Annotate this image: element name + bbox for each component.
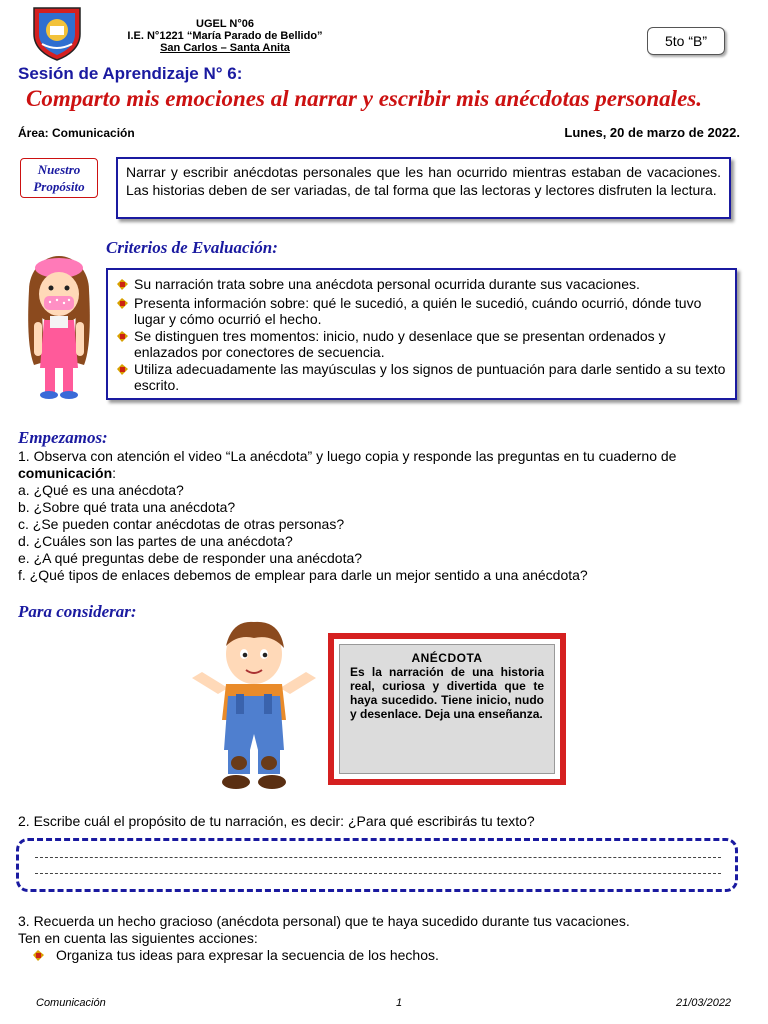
criteria-item: Se distinguen tres momentos: inicio, nudo y desenlace que se presentan ordenados y enlazados por conectores de secuencia.	[116, 328, 727, 361]
criteria-box	[106, 268, 737, 400]
bullet-icon	[116, 330, 132, 347]
purpose-tag-line2: Propósito	[33, 179, 85, 194]
area-label: Área: Comunicación	[18, 126, 135, 140]
criteria-item: Utiliza adecuadamente las mayúsculas y los signos de puntuación para darle sentido a su texto escrito.	[116, 361, 727, 394]
question-3-bullet: Organiza tus ideas para expresar la secuencia de los hechos.	[32, 947, 753, 966]
question-item: a. ¿Qué es una anécdota?	[18, 482, 184, 498]
question-2: 2. Escribe cuál el propósito de tu narración, es decir: ¿Para qué escribirás tu texto?	[18, 813, 535, 829]
girl-illustration	[20, 250, 98, 402]
start-instructions	[18, 448, 753, 584]
school-crest-logo	[28, 4, 86, 62]
consider-title: Para considerar:	[18, 602, 137, 621]
footer-subject: Comunicación	[36, 997, 106, 1009]
question-item: d. ¿Cuáles son las partes de una anécdota?	[18, 533, 293, 549]
session-date: Lunes, 20 de marzo de 2022.	[564, 125, 740, 140]
purpose-answer-box[interactable]	[16, 838, 738, 892]
session-title: Comparto mis emociones al narrar y escribir mis anécdotas personales.	[26, 86, 702, 111]
question-3	[18, 913, 753, 966]
question-item: b. ¿Sobre qué trata una anécdota?	[18, 499, 236, 515]
purpose-text: Narrar y escribir anécdotas personales que les han ocurrido mientras estaban de vacaciones. Las historias deben de ser variadas, de tal forma que las lectoras y lectores disfruten la lectura.	[126, 164, 721, 198]
anecdote-card-title: ANÉCDOTA	[411, 651, 483, 665]
question-3-line1: 3. Recuerda un hecho gracioso (anécdota personal) que te haya sucedido durante tus vacaciones.	[18, 913, 630, 929]
question-1-intro: 1. Observa con atención el video “La anécdota” y luego copia y responde las preguntas en tu cuaderno de comunicación:	[18, 448, 677, 481]
footer-date: 21/03/2022	[676, 997, 732, 1009]
bullet-icon	[116, 363, 132, 380]
ugel-label: UGEL N°06	[196, 18, 254, 30]
criteria-item: Presenta información sobre: qué le sucedió, a quién le sucedió, cuándo ocurrió, dónde tuvo lugar y cómo ocurrió el hecho.	[116, 295, 727, 328]
question-item: c. ¿Se pueden contar anécdotas de otras personas?	[18, 516, 345, 532]
bullet-icon	[32, 949, 48, 966]
bullet-icon	[116, 297, 132, 314]
start-title: Empezamos:	[18, 428, 108, 447]
question-3-line2: Ten en cuenta las siguientes acciones:	[18, 930, 258, 946]
question-item: e. ¿A qué preguntas debe de responder una anécdota?	[18, 550, 363, 566]
footer-page-number: 1	[396, 997, 403, 1009]
anecdote-card-text: Es la narración de una historia real, curiosa y divertida que te haya sucedido. Tiene inicio, nudo y desenlace. Deja una enseñanza.	[350, 665, 544, 721]
school-name: I.E. N°1221 “María Parado de Bellido”	[127, 30, 323, 42]
anecdote-card	[328, 633, 566, 785]
session-label: Sesión de Aprendizaje N° 6:	[18, 64, 243, 83]
grade-badge	[647, 27, 725, 55]
boy-illustration	[188, 616, 320, 792]
criteria-item: Su narración trata sobre una anécdota personal ocurrida durante sus vacaciones.	[116, 276, 727, 295]
criteria-title: Criterios de Evaluación:	[106, 238, 278, 257]
purpose-box	[116, 157, 731, 219]
bullet-icon	[116, 278, 132, 295]
school-location: San Carlos – Santa Anita	[160, 42, 290, 54]
question-item: f. ¿Qué tipos de enlaces debemos de emplear para darle un mejor sentido a una anécdota?	[18, 567, 588, 583]
purpose-tag	[20, 158, 98, 198]
purpose-tag-line1: Nuestro	[37, 162, 81, 177]
grade-label: 5to “B”	[664, 33, 707, 49]
